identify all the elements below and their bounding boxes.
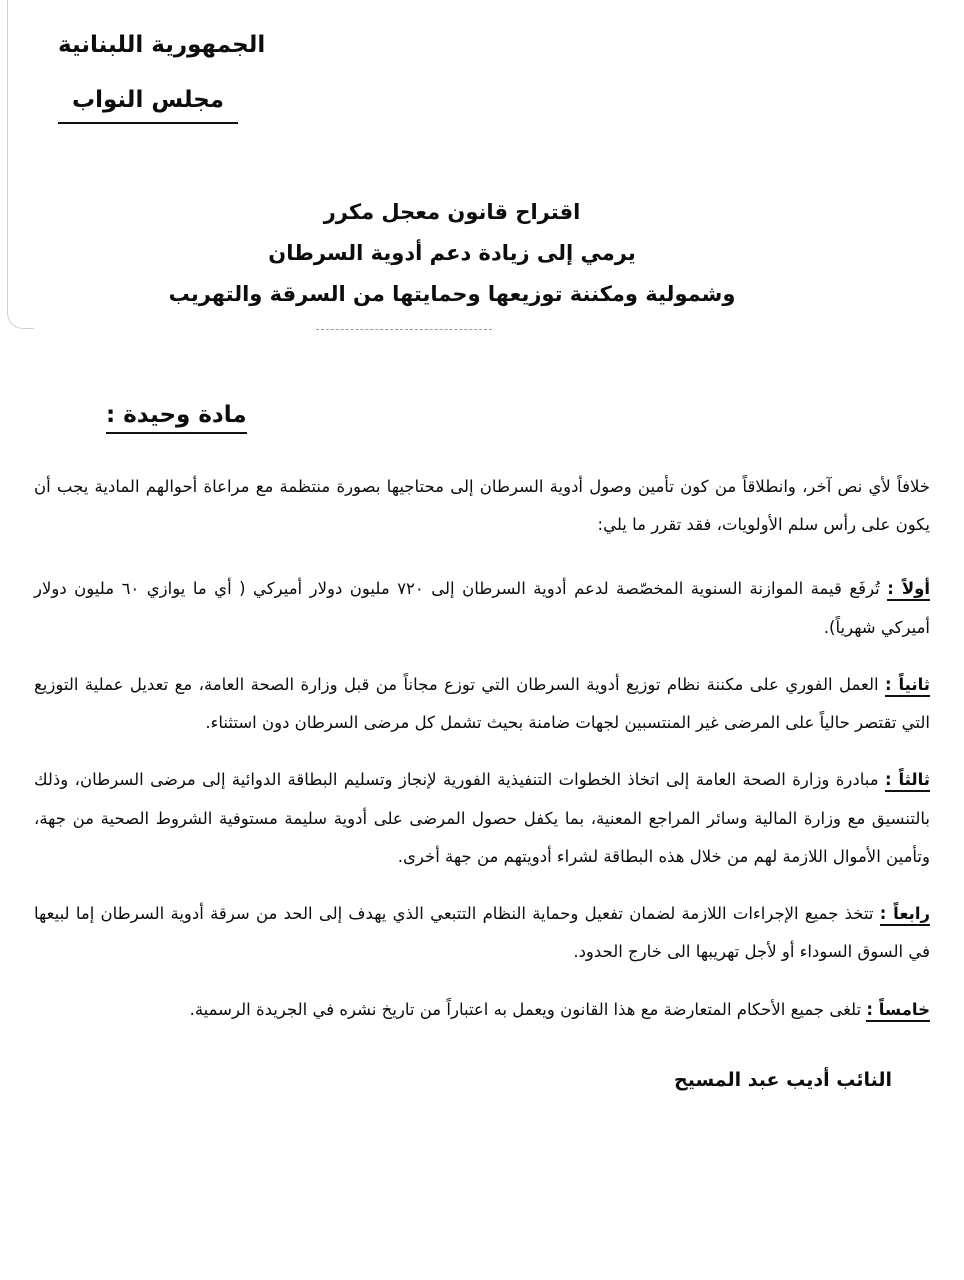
clause-3 bbox=[34, 761, 930, 876]
signature-row bbox=[34, 1069, 930, 1091]
header-chamber-wrap bbox=[58, 83, 930, 125]
clause-5 bbox=[34, 991, 930, 1029]
clause-2 bbox=[34, 666, 930, 743]
clause-1-text: تُرفَع قيمة الموازنة السنوية المخصّصة لدعم أدوية السرطان إلى ٧٢٠ مليون دولار أميركي ( أي ما يوازي ٦٠ مليون دولار أميركي شهرياً). bbox=[34, 579, 930, 637]
title-line-3: وشمولية ومكننة توزيعها وحمايتها من السرقة والتهريب bbox=[168, 281, 736, 306]
title-line-2: يرمي إلى زيادة دعم أدوية السرطان bbox=[268, 240, 636, 265]
clause-2-ordinal: ثانياً : bbox=[885, 675, 930, 697]
header-chamber: مجلس النواب bbox=[58, 83, 238, 125]
clause-4-text: تتخذ جميع الإجراءات اللازمة لضمان تفعيل وحماية النظام التتبعي الذي يهدف إلى الحد من سرقة أدوية السرطان إما لبيعها في السوق السوداء أو لأجل تهريبها الى خارج الحدود. bbox=[34, 904, 930, 962]
clause-3-text: مبادرة وزارة الصحة العامة إلى اتخاذ الخطوات التنفيذية الفورية لإنجاز وتسليم البطاقة الدوائية إلى مرضى السرطان، وذلك بالتنسيق مع وزارة المالية وسائر المراجع المعنية، بما يكفل حصول المرضى على أدوية سليمة مستوفية الشروط الصحية من جهة، وتأمين الأموال اللازمة لهم من خلال هذه البطاقة لشراء أدويتهم من جهة أخرى. bbox=[34, 770, 930, 866]
title-line-1: اقتراح قانون معجل مكرر bbox=[323, 200, 581, 224]
signature-name: النائب أديب عبد المسيح bbox=[674, 1069, 893, 1091]
clause-5-text: تلغى جميع الأحكام المتعارضة مع هذا القانون ويعمل به اعتباراً من تاريخ نشره في الجريدة الرسمية. bbox=[189, 999, 862, 1019]
article-body bbox=[34, 468, 930, 1029]
clause-5-ordinal: خامساً : bbox=[866, 1000, 930, 1022]
title-separator-dashed bbox=[316, 329, 492, 330]
clause-1-ordinal: أولاً : bbox=[887, 579, 930, 601]
clause-3-ordinal: ثالثاً : bbox=[885, 770, 930, 792]
clause-4-ordinal: رابعاً : bbox=[880, 904, 930, 926]
article-intro-paragraph: خلافاً لأي نص آخر، وانطلاقاً من كون تأمين وصول أدوية السرطان إلى محتاجيها بصورة منتظمة مع مراعاة أحوالهم المادية يجب أن يكون على رأس سلم الأولويات، فقد تقرر ما يلي: bbox=[34, 476, 930, 535]
clause-2-text: العمل الفوري على مكننة نظام توزيع أدوية السرطان التي توزع مجاناً من قبل وزارة الصحة العامة، مع تعديل عملية التوزيع التي تقتصر حالياً على المرضى غير المنتسبين لجهات ضامنة بحيث تشمل كل مرضى السرطان دون استثناء. bbox=[34, 674, 930, 733]
document-title-block bbox=[34, 192, 930, 330]
article-heading-row bbox=[34, 402, 930, 434]
clause-1 bbox=[34, 570, 930, 647]
document-header bbox=[34, 0, 930, 124]
clause-4 bbox=[34, 895, 930, 972]
article-heading: مادة وحيدة : bbox=[106, 402, 247, 434]
header-republic: الجمهورية اللبنانية bbox=[58, 32, 266, 58]
